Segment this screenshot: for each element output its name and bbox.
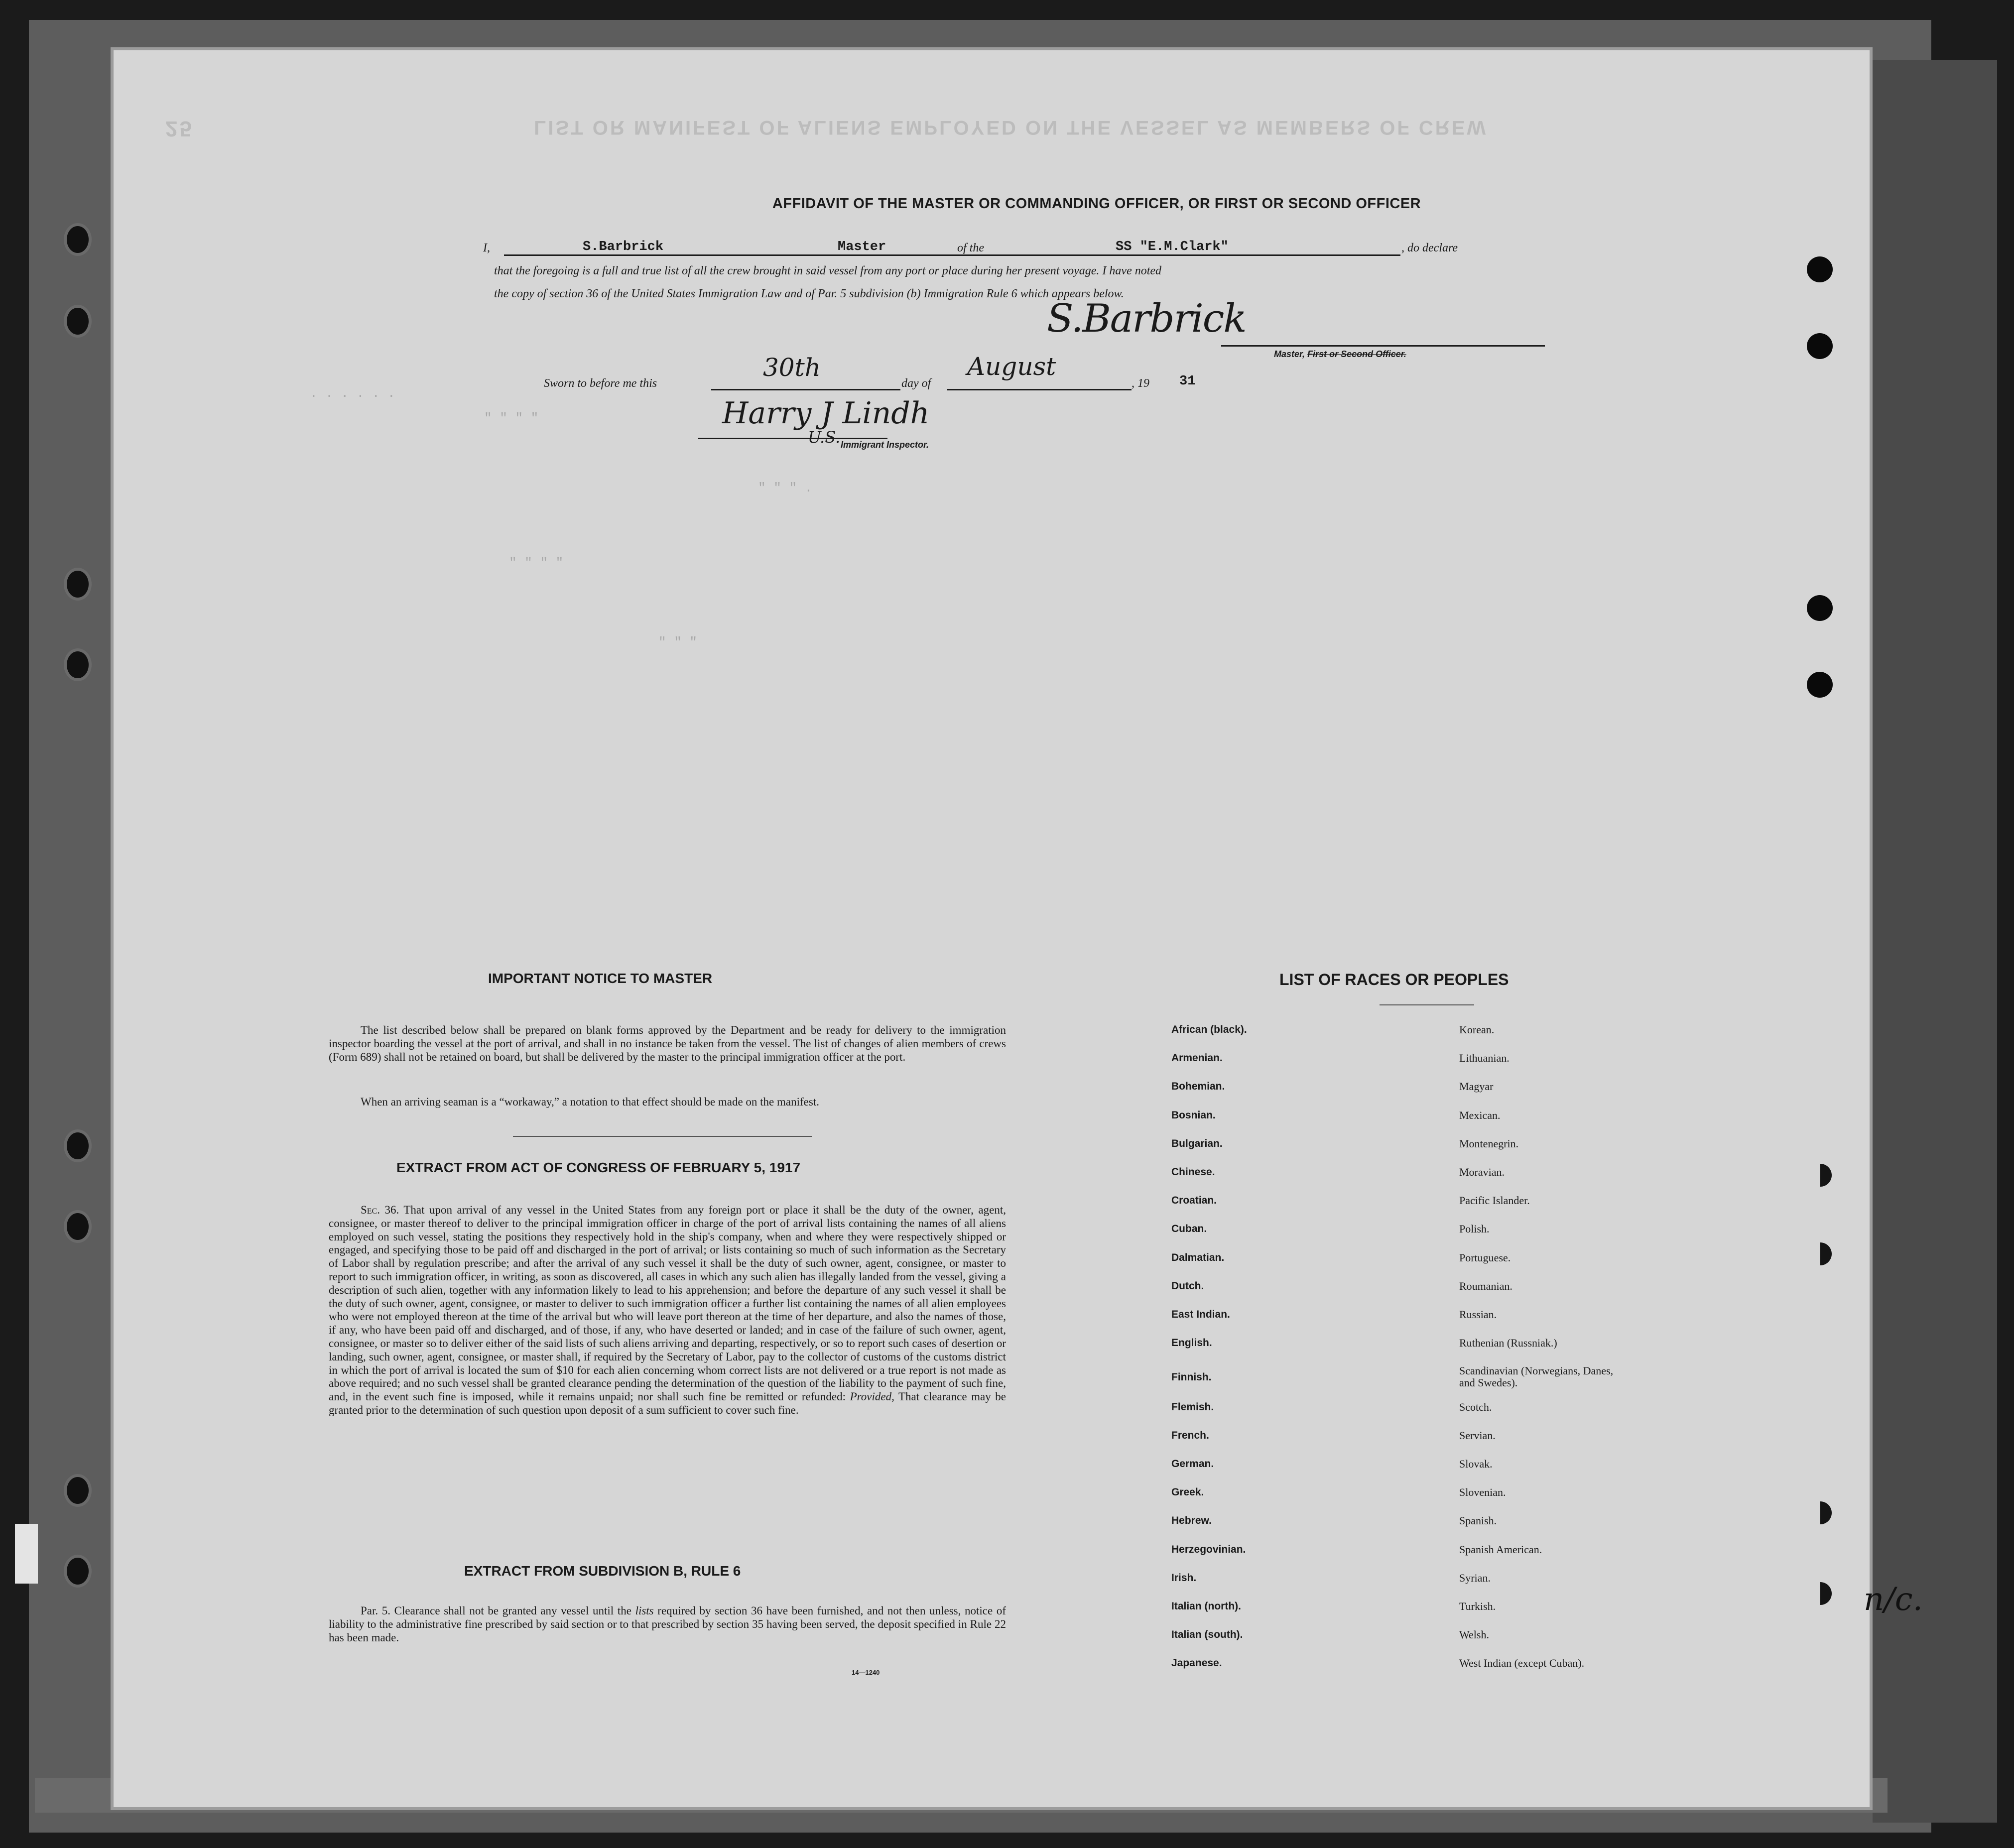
section-label: Sec. 36.: [361, 1204, 399, 1216]
affidavit-i-label: I,: [483, 242, 490, 254]
section-body-end: That clearance may be granted prior to the determination of such question upon deposit of a sum sufficient to cover such fine.: [329, 1390, 1007, 1416]
race-item: Flemish.: [1171, 1401, 1214, 1413]
par-5-body: Par. 5. Clearance shall not be granted any vessel until the: [361, 1604, 635, 1617]
bleed-through-row: " " " ": [509, 555, 564, 570]
race-item: Dalmatian.: [1171, 1251, 1225, 1263]
master-caption-struck: First or Second Officer.: [1307, 349, 1406, 359]
race-item: Italian (north).: [1171, 1601, 1241, 1612]
binder-hole-icon: [64, 305, 92, 338]
master-caption-kept: Master,: [1274, 349, 1305, 359]
affidavit-title: AFFIDAVIT OF THE MASTER OR COMMANDING OFFICER, OR FIRST OR SECOND OFFICER: [772, 196, 1421, 212]
race-item: French.: [1171, 1429, 1209, 1441]
section-divider: [513, 1136, 812, 1137]
races-heading: LIST OF RACES OR PEOPLES: [1279, 971, 1509, 988]
inspector-us-mark: U.S.: [808, 428, 841, 447]
master-rank-field: Master: [838, 240, 886, 254]
affidavit-statement-line: that the foregoing is a full and true list of all the crew brought in said vessel from any port or place during her present voyage. I have noted: [494, 264, 1162, 277]
race-item: Scandinavian (Norwegians, Danes, and Swedes).: [1459, 1364, 1614, 1389]
bleed-through-row: " " ": [658, 635, 698, 650]
race-item: Slovenian.: [1459, 1486, 1506, 1499]
section-36-text: [329, 1204, 1006, 1417]
punch-hole-icon: [1807, 672, 1833, 698]
notice-heading: IMPORTANT NOTICE TO MASTER: [488, 971, 713, 986]
extract-rule-heading: EXTRACT FROM SUBDIVISION B, RULE 6: [464, 1563, 741, 1579]
binder-hole-icon: [64, 1555, 92, 1588]
race-item: Montenegrin.: [1459, 1137, 1519, 1150]
race-item: Pacific Islander.: [1459, 1194, 1530, 1207]
sworn-month-field: August: [967, 352, 1056, 381]
race-item: Japanese.: [1171, 1657, 1222, 1669]
fill-line: [711, 389, 900, 390]
inspector-caption: Immigrant Inspector.: [841, 440, 929, 450]
sworn-day-field: 30th: [763, 353, 821, 382]
do-declare-label: , do declare: [1401, 242, 1458, 254]
notice-paragraph: The list described below shall be prepared on blank forms approved by the Department and be ready for delivery to the immigration inspector boarding the vessel at the port of arrival, and shall in no instance be taken from the vessel. The list of changes of alien members of crews (Form 689) shall not be retained on board, but shall be delivered by the master to the principal immigration officer at the port.: [329, 1024, 1006, 1063]
bleed-through-page-number: 25: [165, 117, 194, 141]
punch-hole-icon: [1809, 1242, 1832, 1265]
margin-annotation: n/c.: [1864, 1581, 1923, 1618]
bleed-through-row: " " " ": [484, 411, 539, 426]
par-5-body-end: required by section 36 have been furnished, and not then unless, notice of liability to the administrative fine prescribed by said section or to that prescribed by section 35 having been served, the deposit specified in Rule 22 has been made.: [329, 1604, 1006, 1644]
race-item: Cuban.: [1171, 1223, 1207, 1235]
race-item: Irish.: [1171, 1572, 1197, 1584]
race-item: Finnish.: [1171, 1371, 1212, 1383]
proviso-word: Provided,: [850, 1390, 894, 1403]
race-item: East Indian.: [1171, 1309, 1230, 1320]
race-item: Roumanian.: [1459, 1279, 1512, 1292]
race-item: Turkish.: [1459, 1600, 1496, 1612]
binder-hole-icon: [64, 568, 92, 601]
race-item: Syrian.: [1459, 1571, 1491, 1584]
signature-line: [698, 438, 887, 439]
bleed-through-header: LIST OR MANIFEST OF ALIENS EMPLOYED ON THE VESSEL AS MEMBERS OF CREW: [534, 117, 1488, 138]
punch-hole-icon: [1807, 595, 1833, 621]
page-stack-edge: [1873, 60, 1997, 1823]
binder-hole-icon: [64, 1474, 92, 1507]
document-page: [111, 47, 1923, 1810]
par-5-text: [329, 1604, 1006, 1644]
fill-line: [947, 389, 1132, 390]
day-of-label: day of: [901, 377, 931, 390]
master-name-field: S.Barbrick: [583, 240, 664, 254]
race-item: Russian.: [1459, 1308, 1497, 1321]
punch-hole-icon: [1807, 256, 1833, 282]
race-item: Herzegovinian.: [1171, 1543, 1246, 1555]
race-item: Chinese.: [1171, 1166, 1215, 1178]
binder-hole-icon: [64, 223, 92, 256]
race-item: Magyar: [1459, 1080, 1494, 1093]
sworn-label: Sworn to before me this: [544, 377, 657, 390]
master-signature: S.Barbrick: [1047, 296, 1246, 341]
race-item: Dutch.: [1171, 1280, 1204, 1292]
race-item: West Indian (except Cuban).: [1459, 1657, 1585, 1670]
punch-hole-icon: [1807, 333, 1833, 359]
race-item: Croatian.: [1171, 1195, 1217, 1207]
master-caption: [1274, 349, 1406, 360]
race-item: Servian.: [1459, 1429, 1496, 1442]
signature-line: [1221, 345, 1545, 347]
race-item: Italian (south).: [1171, 1629, 1243, 1641]
race-item: Spanish American.: [1459, 1543, 1542, 1556]
of-the-label: of the: [957, 242, 984, 254]
affidavit-statement-line: the copy of section 36 of the United States Immigration Law and of Par. 5 subdivision (b) Immigration Rule 6 which appears below.: [494, 287, 1124, 300]
race-item: Ruthenian (Russniak.): [1459, 1337, 1557, 1350]
race-item: Greek.: [1171, 1486, 1204, 1498]
race-item: German.: [1171, 1458, 1214, 1470]
punch-hole-icon: [1809, 1164, 1832, 1187]
race-item: Scotch.: [1459, 1400, 1492, 1413]
race-item: African (black).: [1171, 1024, 1247, 1035]
bleed-through-row: . . . . . .: [310, 386, 395, 401]
vessel-name-field: SS "E.M.Clark": [1116, 240, 1229, 254]
race-item: Lithuanian.: [1459, 1052, 1510, 1065]
race-item: Welsh.: [1459, 1628, 1489, 1641]
race-item: Korean.: [1459, 1023, 1495, 1036]
race-item: Portuguese.: [1459, 1251, 1511, 1264]
year-field: 31: [1179, 374, 1196, 389]
form-number: 14—1240: [852, 1669, 880, 1676]
fill-line: [1002, 254, 1400, 256]
paper-tab: [15, 1524, 38, 1584]
lists-word: lists: [635, 1604, 654, 1617]
binder-hole-icon: [64, 648, 92, 681]
extract-act-heading: EXTRACT FROM ACT OF CONGRESS OF FEBRUARY 5, 1917: [396, 1160, 801, 1175]
binder-hole-icon: [64, 1210, 92, 1243]
race-item: Slovak.: [1459, 1458, 1493, 1470]
race-item: Bohemian.: [1171, 1081, 1225, 1093]
race-item: Moravian.: [1459, 1166, 1505, 1178]
bleed-through-row: " " " .: [758, 481, 813, 495]
race-item: Hebrew.: [1171, 1515, 1212, 1527]
punch-hole-icon: [1809, 1501, 1832, 1524]
race-item: Polish.: [1459, 1223, 1490, 1235]
race-item: English.: [1171, 1337, 1212, 1349]
fill-line: [504, 254, 1082, 256]
punch-hole-icon: [1809, 1582, 1832, 1605]
section-body: That upon arrival of any vessel in the United States from any foreign port or place it shall be the duty of the owner, agent, consignee, or master thereof to deliver to the principal immigration officer in charge of the port of arrival lists containing the names of all aliens employed on such vessel, stating the positions they respectively hold in the ship's company, when and where they were respectively shipped or engaged, and specifying those to be paid off and discharged in the port of arrival; or lists containing so much of such information as the Secretary of Labor shall by regulation prescribe; and after the arrival of any such vessel it shall be the duty of such owner, agent, consignee, or master to report to such immigration officer, in writing, as soon as discovered, all cases in which any such alien has illegally landed from the vessel, giving a description of such alien, together with any information likely to lead to his apprehension; and before the departure of any such vessel it shall be the duty of such owner, agent, consignee, or master to deliver to such immigration officer a further list containing the names of all alien employees who were not employed thereon at the time of the arrival but who will leave port thereon at the time of her departure, and also the names of those, if any, who have been paid off and discharged, and of those, if any, who have deserted or landed; and in case of the failure of such owner, agent, consignee, or master so to deliver either of the said lists of such aliens arriving and departing, respectively, or so to report such cases of desertion or landing, such owner, agent, consignee, or master shall, if required by the Secretary of Labor, pay to the collector of customs of the customs district in which the port of arrival is located the sum of $10 for each alien concerning whom correct lists are not delivered or a true report is not made as above required; and no such vessel shall be granted clearance pending the determination of the question of the liability to the payment of such fine, and, in the event such fine is imposed, while it remains unpaid; nor shall such fine be remitted or refunded:: [329, 1204, 1006, 1403]
race-item: Armenian.: [1171, 1052, 1223, 1064]
notice-paragraph: When an arriving seaman is a “workaway,” a notation to that effect should be made on the manifest.: [361, 1096, 819, 1108]
binder-hole-icon: [64, 1129, 92, 1162]
races-divider: [1380, 1004, 1474, 1005]
race-item: Spanish.: [1459, 1514, 1497, 1527]
inspector-signature: Harry J Lindh: [722, 396, 930, 431]
race-item: Mexican.: [1459, 1109, 1501, 1121]
race-item: Bulgarian.: [1171, 1137, 1223, 1149]
year-prefix-label: , 19: [1132, 377, 1149, 390]
race-item: Bosnian.: [1171, 1109, 1216, 1121]
